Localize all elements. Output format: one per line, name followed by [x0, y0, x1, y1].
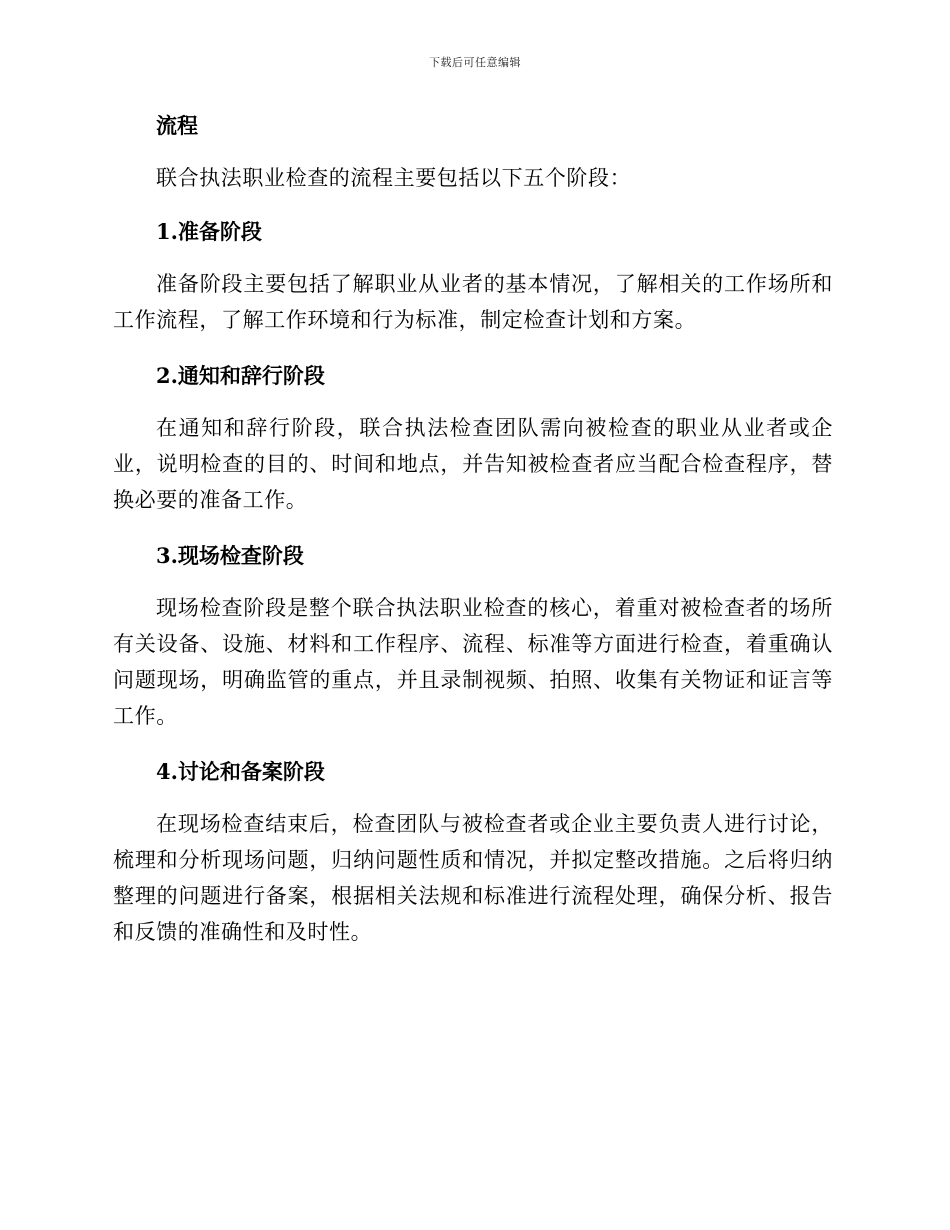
section-paragraph: 在现场检查结束后，检查团队与被检查者或企业主要负责人进行讨论，梳理和分析现场问题，归纳问题性质和情况，并拟定整改措施。之后将归纳整理的问题进行备案，根据相关法规和标准进行流程处理，确保分析、报告和反馈的准确性和及时性。: [113, 812, 833, 944]
section-title: 流程: [156, 113, 198, 138]
intro-paragraph: 联合执法职业检查的流程主要包括以下五个阶段：: [156, 166, 632, 190]
section-notification: [113, 358, 833, 518]
section-heading: 4.讨论和备案阶段: [156, 759, 325, 784]
section-preparation: [113, 214, 833, 338]
section-paragraph: 现场检查阶段是整个联合执法职业检查的核心，着重对被检查者的场所有关设备、设施、材料和工作程序、流程、标准等方面进行检查，着重确认问题现场，明确监管的重点，并且录制视频、拍照、收集有关物证和证言等工作。: [113, 596, 833, 728]
page-header-note: 下载后可任意编辑: [429, 56, 521, 69]
section-heading: 3.现场检查阶段: [156, 543, 304, 568]
section-paragraph: 在通知和辞行阶段，联合执法检查团队需向被检查的职业从业者或企业，说明检查的目的、时间和地点，并告知被检查者应当配合检查程序，替换必要的准备工作。: [113, 416, 833, 512]
section-paragraph: 准备阶段主要包括了解职业从业者的基本情况，了解相关的工作场所和工作流程，了解工作环境和行为标准，制定检查计划和方案。: [113, 272, 833, 332]
section-heading: 2.通知和辞行阶段: [156, 363, 325, 388]
section-discussion-filing: [113, 754, 833, 950]
section-heading: 1.准备阶段: [156, 219, 262, 244]
section-onsite-inspection: [113, 538, 833, 734]
document-body: [113, 108, 833, 970]
